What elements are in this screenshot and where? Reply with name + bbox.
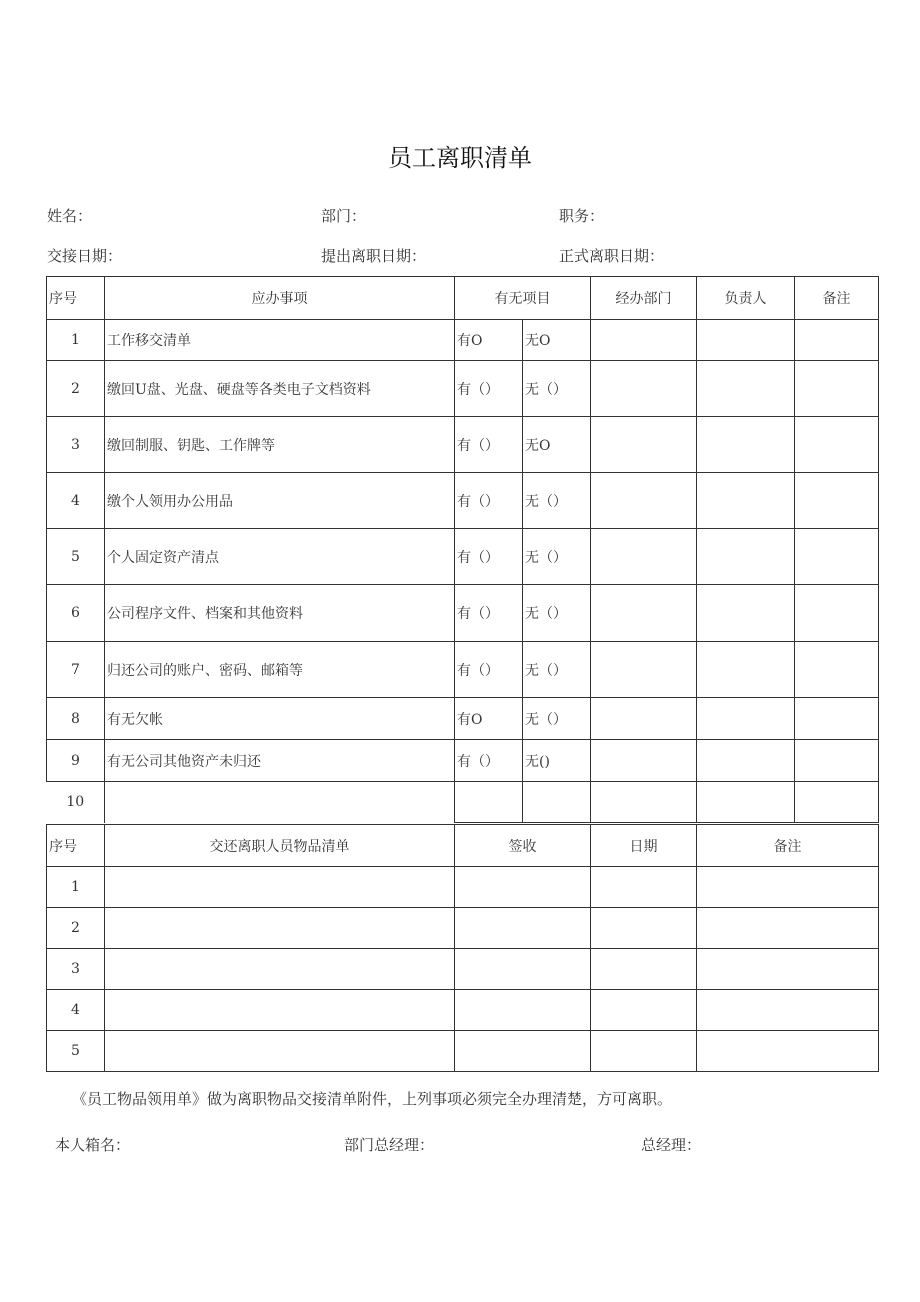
row-seq: 10 <box>47 782 105 823</box>
return-item-row <box>47 908 879 949</box>
handover-item-row <box>47 782 879 823</box>
row-item: 有无欠帐 <box>105 698 455 740</box>
row-seq: 1 <box>47 320 105 361</box>
row-list <box>105 867 455 908</box>
self-signature-label: 本人箱名： <box>55 1136 131 1154</box>
return-item-row <box>47 990 879 1031</box>
header-sign: 签收 <box>455 825 591 867</box>
row-dept <box>591 529 697 585</box>
row-yes: 有（） <box>455 529 523 585</box>
handover-item-row <box>47 585 879 642</box>
page-title: 员工离职清单 <box>388 144 532 172</box>
header-remark: 备注 <box>697 825 879 867</box>
name-field-label: 姓名： <box>47 207 93 225</box>
row-no: 无（） <box>523 361 591 417</box>
row-date <box>591 1031 697 1072</box>
row-dept <box>591 642 697 698</box>
row-list <box>105 1031 455 1072</box>
header-remark: 备注 <box>795 277 879 320</box>
row-seq: 6 <box>47 585 105 642</box>
handover-item-row <box>47 740 879 782</box>
row-yes: 有O <box>455 320 523 361</box>
row-owner <box>697 782 795 823</box>
row-owner <box>697 642 795 698</box>
row-seq: 7 <box>47 642 105 698</box>
row-dept <box>591 585 697 642</box>
row-item: 缴回制服、钥匙、工作牌等 <box>105 417 455 473</box>
row-no: 无() <box>523 740 591 782</box>
row-owner <box>697 698 795 740</box>
row-yes: 有（） <box>455 417 523 473</box>
row-item: 有无公司其他资产未归还 <box>105 740 455 782</box>
return-items-table <box>46 824 879 1072</box>
row-dept <box>591 320 697 361</box>
handover-items-table <box>46 276 879 823</box>
row-dept <box>591 698 697 740</box>
row-dept <box>591 473 697 529</box>
row-no: 无（） <box>523 473 591 529</box>
row-list <box>105 908 455 949</box>
row-no: 无O <box>523 417 591 473</box>
row-item: 个人固定资产清点 <box>105 529 455 585</box>
row-yes: 有O <box>455 698 523 740</box>
row-no: 无（） <box>523 698 591 740</box>
row-remark <box>795 740 879 782</box>
row-owner <box>697 585 795 642</box>
row-yes: 有（） <box>455 740 523 782</box>
row-owner <box>697 320 795 361</box>
row-seq: 2 <box>47 908 105 949</box>
dept-field-label: 部门： <box>321 207 367 225</box>
header-exist: 有无项目 <box>455 277 591 320</box>
header-seq: 序号 <box>47 825 105 867</box>
row-remark <box>795 698 879 740</box>
row-no: 无（） <box>523 529 591 585</box>
row-remark <box>697 867 879 908</box>
row-seq: 3 <box>47 949 105 990</box>
row-sign <box>455 949 591 990</box>
row-list <box>105 990 455 1031</box>
row-remark <box>795 782 879 823</box>
position-field-label: 职务： <box>559 207 605 225</box>
return-item-row <box>47 1031 879 1072</box>
row-sign <box>455 1031 591 1072</box>
dept-manager-signature-label: 部门总经理： <box>344 1136 435 1154</box>
row-date <box>591 949 697 990</box>
header-item: 应办事项 <box>105 277 455 320</box>
row-dept <box>591 417 697 473</box>
row-no: 无（） <box>523 585 591 642</box>
row-item: 归还公司的账户、密码、邮箱等 <box>105 642 455 698</box>
return-item-row <box>47 949 879 990</box>
row-remark <box>795 417 879 473</box>
handover-item-row <box>47 417 879 473</box>
row-seq: 8 <box>47 698 105 740</box>
row-sign <box>455 908 591 949</box>
row-item: 工作移交清单 <box>105 320 455 361</box>
row-owner <box>697 473 795 529</box>
handover-item-row <box>47 473 879 529</box>
row-seq: 9 <box>47 740 105 782</box>
row-remark <box>795 473 879 529</box>
row-item: 缴个人领用办公用品 <box>105 473 455 529</box>
row-seq: 4 <box>47 990 105 1031</box>
handover-item-row <box>47 698 879 740</box>
row-dept <box>591 740 697 782</box>
row-sign <box>455 867 591 908</box>
row-yes <box>455 782 523 823</box>
leave-date-label: 正式离职日期： <box>559 247 665 265</box>
handover-item-row <box>47 361 879 417</box>
return-header-row <box>47 825 879 867</box>
submit-date-label: 提出离职日期： <box>321 247 427 265</box>
row-yes: 有（） <box>455 473 523 529</box>
header-list: 交还离职人员物品清单 <box>105 825 455 867</box>
row-yes: 有（） <box>455 585 523 642</box>
row-seq: 1 <box>47 867 105 908</box>
header-dept: 经办部门 <box>591 277 697 320</box>
row-item: 缴回U盘、光盘、硬盘等各类电子文档资料 <box>105 361 455 417</box>
row-no: 无（） <box>523 642 591 698</box>
handover-item-row <box>47 320 879 361</box>
row-no: 无O <box>523 320 591 361</box>
header-owner: 负责人 <box>697 277 795 320</box>
row-dept <box>591 782 697 823</box>
row-item <box>105 782 455 823</box>
row-sign <box>455 990 591 1031</box>
row-dept <box>591 361 697 417</box>
handover-date-label: 交接日期： <box>47 247 123 265</box>
general-manager-signature-label: 总经理： <box>641 1136 702 1154</box>
row-seq: 4 <box>47 473 105 529</box>
header-seq: 序号 <box>47 277 105 320</box>
row-remark <box>795 642 879 698</box>
footnote: 《员工物品领用单》做为离职物品交接清单附件，上列事项必须完全办理清楚，方可离职。 <box>72 1090 673 1108</box>
row-remark <box>795 585 879 642</box>
row-date <box>591 990 697 1031</box>
handover-item-row <box>47 642 879 698</box>
row-seq: 3 <box>47 417 105 473</box>
row-remark <box>697 1031 879 1072</box>
row-seq: 5 <box>47 529 105 585</box>
row-date <box>591 908 697 949</box>
row-seq: 2 <box>47 361 105 417</box>
row-owner <box>697 529 795 585</box>
row-yes: 有（） <box>455 642 523 698</box>
row-no <box>523 782 591 823</box>
row-yes: 有（） <box>455 361 523 417</box>
row-seq: 5 <box>47 1031 105 1072</box>
row-remark <box>795 529 879 585</box>
row-remark <box>795 320 879 361</box>
row-list <box>105 949 455 990</box>
row-date <box>591 867 697 908</box>
row-remark <box>795 361 879 417</box>
row-owner <box>697 417 795 473</box>
row-item: 公司程序文件、档案和其他资料 <box>105 585 455 642</box>
row-remark <box>697 990 879 1031</box>
row-owner <box>697 361 795 417</box>
row-remark <box>697 949 879 990</box>
handover-item-row <box>47 529 879 585</box>
return-item-row <box>47 867 879 908</box>
row-remark <box>697 908 879 949</box>
row-owner <box>697 740 795 782</box>
handover-header-row <box>47 277 879 320</box>
header-date: 日期 <box>591 825 697 867</box>
